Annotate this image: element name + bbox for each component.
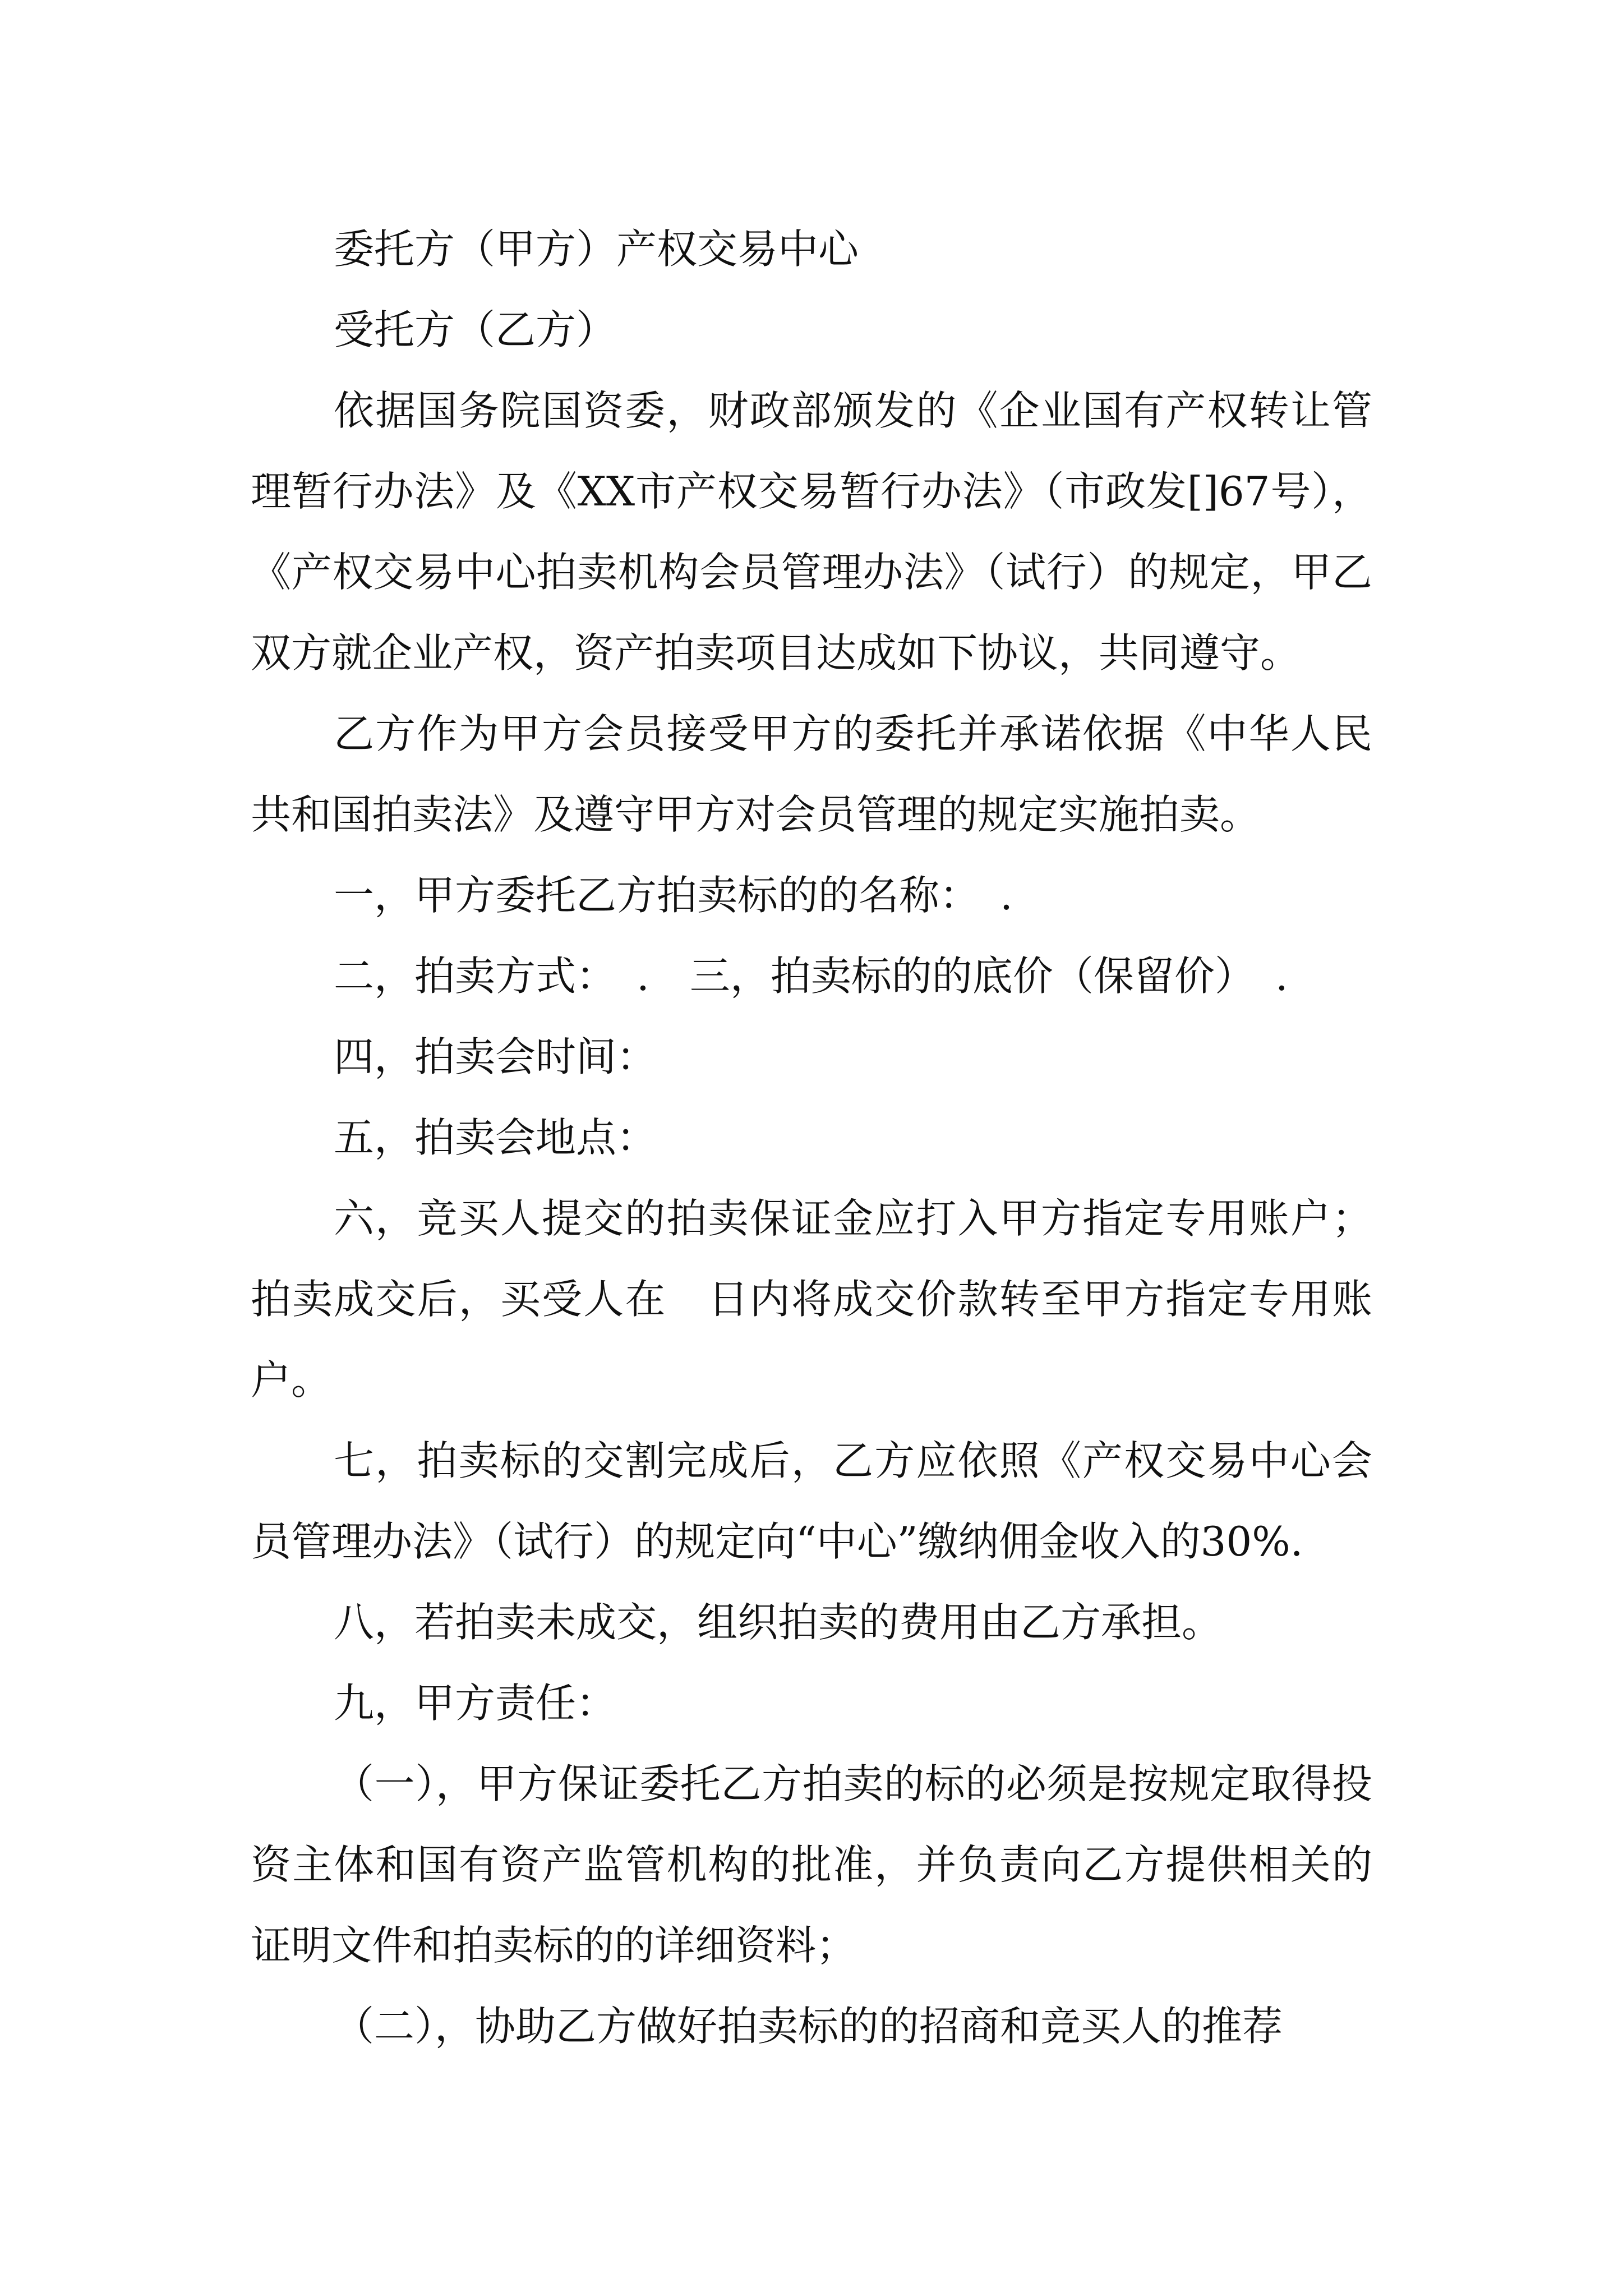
paragraph-item-8: 八，若拍卖未成交，组织拍卖的费用由乙方承担。 xyxy=(334,1599,1223,1646)
paragraph-item-9-sub-1: （一），甲方保证委托乙方拍卖的标的必须是按规定取得投资主体和国有资产监管机构的批准，并负责向乙方提供相关的证明文件和拍卖标的的详细资料； xyxy=(251,1760,1372,1969)
paragraph-member-commitment: 乙方作为甲方会员接受甲方的委托并承诺依据《中华人民共和国拍卖法》及遵守甲方对会员管理的规定实施拍卖。 xyxy=(251,710,1372,838)
paragraph-item-5: 五，拍卖会地点： xyxy=(334,1114,657,1161)
paragraph-item-9-sub-2: （二），协助乙方做好拍卖标的的招商和竞买人的推荐 xyxy=(334,2003,1283,2050)
paragraph-legal-basis: 依据国务院国资委，财政部颁发的《企业国有产权转让管理暂行办法》及《XX市产权交易暂行办法》（市政发[]67号），《产权交易中心拍卖机构会员管理办法》（试行）的规定，甲乙双方就企业产权，资产拍卖项目达成如下协议，共同遵守。 xyxy=(251,387,1372,677)
paragraph-item-7: 七，拍卖标的交割完成后，乙方应依照《产权交易中心会员管理办法》（试行）的规定向“中心”缴纳佣金收入的30%. xyxy=(251,1437,1372,1565)
document-body xyxy=(251,209,1372,2067)
paragraph-item-4: 四，拍卖会时间： xyxy=(334,1033,657,1080)
paragraph-entrusted-party: 受托方（乙方） xyxy=(334,306,617,353)
paragraph-entrusting-party: 委托方（甲方）产权交易中心 xyxy=(334,226,859,273)
paragraph-item-6: 六，竞买人提交的拍卖保证金应打入甲方指定专用账户；拍卖成交后，买受人在 日内将成交价款转至甲方指定专用账户。 xyxy=(251,1195,1372,1404)
paragraph-item-1: 一，甲方委托乙方拍卖标的的名称： . xyxy=(334,872,1013,919)
paragraph-item-2-3: 二，拍卖方式： . 三，拍卖标的的底价（保留价） . xyxy=(334,953,1288,1000)
paragraph-item-9: 九，甲方责任： xyxy=(334,1680,617,1727)
